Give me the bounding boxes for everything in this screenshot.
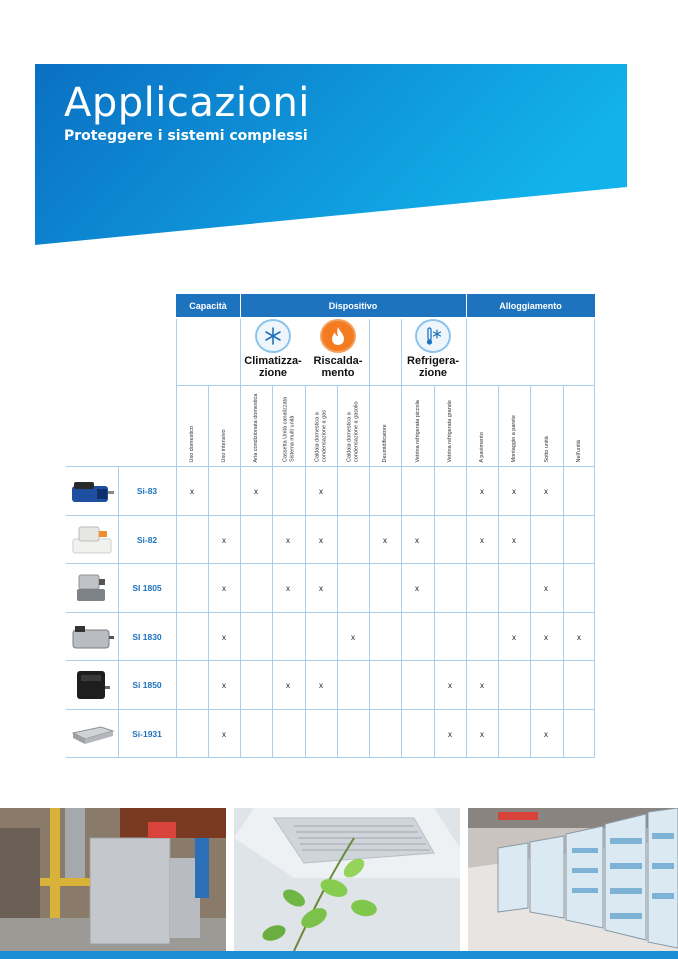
column-header: Deumidificatore: [381, 423, 388, 462]
snowflake-icon: [255, 319, 291, 353]
category-label-line2: mento: [321, 367, 355, 379]
table-cell: [369, 710, 401, 758]
table-cell: [434, 467, 466, 515]
table-cell: [176, 613, 208, 661]
column-header: Vetrina refrigerata piccola: [414, 399, 421, 462]
table-cell: [530, 661, 562, 709]
pump-image-si82: [66, 516, 118, 564]
category-label-line2: zione: [258, 367, 288, 379]
column-header: Uso domestico: [188, 425, 195, 462]
table-cell: [498, 661, 530, 709]
table-cell: x: [222, 632, 226, 642]
table-cell: [434, 564, 466, 612]
column-header: Cassetta Unità canalizzata Sistema multi unità: [282, 396, 295, 462]
boiler-room-photo: [0, 808, 226, 951]
table-cell: x: [512, 632, 516, 642]
table-cell: x: [577, 632, 581, 642]
table-cell: x: [383, 535, 387, 545]
table-cell: [498, 710, 530, 758]
column-header: Uso intensivo: [220, 428, 227, 462]
table-cell: x: [351, 632, 355, 642]
table-cell: [208, 467, 240, 515]
table-cell: [337, 516, 369, 564]
footer-bar: [0, 951, 678, 959]
table-cell: x: [286, 583, 290, 593]
table-cell: [434, 613, 466, 661]
group-divider: [240, 294, 241, 317]
group-header-dispositivo: Dispositivo: [240, 294, 466, 317]
table-cell: x: [222, 583, 226, 593]
table-cell: [369, 467, 401, 515]
table-cell: x: [480, 729, 484, 739]
table-cell: [305, 613, 337, 661]
table-cell: x: [415, 535, 419, 545]
header-banner: [0, 0, 678, 250]
table-cell: [272, 710, 304, 758]
table-cell: [401, 467, 433, 515]
table-cell: x: [512, 486, 516, 496]
product-name: Si-1931: [132, 729, 162, 739]
category-label-line1: Refrigera-: [407, 355, 459, 367]
table-cell: [369, 564, 401, 612]
table-cell: [305, 710, 337, 758]
table-cell: [176, 710, 208, 758]
product-name: Si 1850: [132, 680, 162, 690]
column-header: Caldaia domestica a condensazione a gasolio: [346, 401, 359, 462]
photo-strip: [0, 808, 678, 959]
table-cell: [240, 710, 272, 758]
column-header: Vetrina refrigerata grande: [446, 399, 453, 462]
table-cell: [466, 564, 498, 612]
column-header: A pavimento: [478, 431, 485, 462]
thermometer-snowflake-icon: [415, 319, 451, 353]
category-refrigerazione: [401, 319, 465, 379]
category-riscaldamento: [306, 319, 370, 379]
column-header: Montaggio a parete: [510, 414, 517, 462]
table-cell: x: [512, 535, 516, 545]
table-cell: x: [480, 486, 484, 496]
table-cell: [272, 467, 304, 515]
table-cell: [176, 661, 208, 709]
table-cell: [401, 613, 433, 661]
table-cell: [369, 661, 401, 709]
table-cell: x: [415, 583, 419, 593]
table-cell: x: [222, 729, 226, 739]
table-cell: x: [222, 535, 226, 545]
category-label-line1: Climatizza-: [244, 355, 302, 367]
column-header: Caldaia domestica a condensazione a gas: [314, 410, 327, 462]
table-cell: x: [286, 680, 290, 690]
table-cell: x: [448, 680, 452, 690]
table-cell: [240, 661, 272, 709]
page-title: Applicazioni: [64, 80, 310, 126]
table-cell: [563, 467, 595, 515]
category-label-line1: Riscalda-: [313, 355, 363, 367]
pump-image-si1805: [66, 564, 118, 612]
table-cell: [176, 516, 208, 564]
table-cell: x: [544, 729, 548, 739]
group-header-alloggiamento: Alloggiamento: [466, 294, 595, 317]
table-cell: [176, 564, 208, 612]
product-name: SI 1805: [132, 583, 162, 593]
table-cell: [466, 613, 498, 661]
table-cell: [337, 467, 369, 515]
column-header: Aria condizionata domestica: [252, 393, 259, 462]
table-cell: [563, 516, 595, 564]
table-cell: x: [254, 486, 258, 496]
category-label-line2: zione: [418, 367, 448, 379]
table-cell: x: [544, 632, 548, 642]
ac-ceiling-photo: [234, 808, 460, 951]
table-cell: [240, 516, 272, 564]
product-name: Si-82: [136, 535, 158, 545]
table-cell: x: [319, 486, 323, 496]
table-cell: x: [480, 680, 484, 690]
table-cell: [498, 564, 530, 612]
product-name: SI 1830: [132, 632, 162, 642]
group-divider: [466, 294, 467, 317]
table-cell: [401, 661, 433, 709]
page-subtitle: Proteggere i sistemi complessi: [64, 128, 308, 144]
table-cell: [369, 613, 401, 661]
table-cell: x: [544, 486, 548, 496]
table-cell: x: [544, 583, 548, 593]
table-cell: [401, 710, 433, 758]
column-header: Nell'unità: [575, 439, 582, 462]
table-cell: x: [319, 583, 323, 593]
group-header-capacita: Capacità: [176, 294, 240, 317]
table-cell: [563, 710, 595, 758]
table-cell: [563, 564, 595, 612]
flame-icon: [320, 319, 356, 353]
table-cell: [337, 661, 369, 709]
grid-line: [176, 385, 595, 386]
table-cell: x: [448, 729, 452, 739]
pump-image-si83: [66, 467, 118, 515]
table-cell: x: [190, 486, 194, 496]
table-cell: x: [480, 535, 484, 545]
table-cell: [563, 661, 595, 709]
table-cell: [530, 516, 562, 564]
table-cell: x: [286, 535, 290, 545]
product-name: Si-83: [136, 486, 158, 496]
pump-image-si1850: [66, 661, 118, 709]
table-cell: x: [222, 680, 226, 690]
table-cell: [337, 564, 369, 612]
table-cell: [434, 516, 466, 564]
pump-image-si1931: [66, 710, 118, 758]
table-cell: [337, 710, 369, 758]
table-cell: [240, 564, 272, 612]
table-cell: x: [319, 680, 323, 690]
table-cell: [272, 613, 304, 661]
pump-image-si1830: [66, 613, 118, 661]
column-header: Sotto unità: [543, 435, 550, 462]
refrigerated-display-photo: [468, 808, 678, 951]
table-cell: [240, 613, 272, 661]
category-climatizzazione: [241, 319, 305, 379]
table-cell: x: [319, 535, 323, 545]
